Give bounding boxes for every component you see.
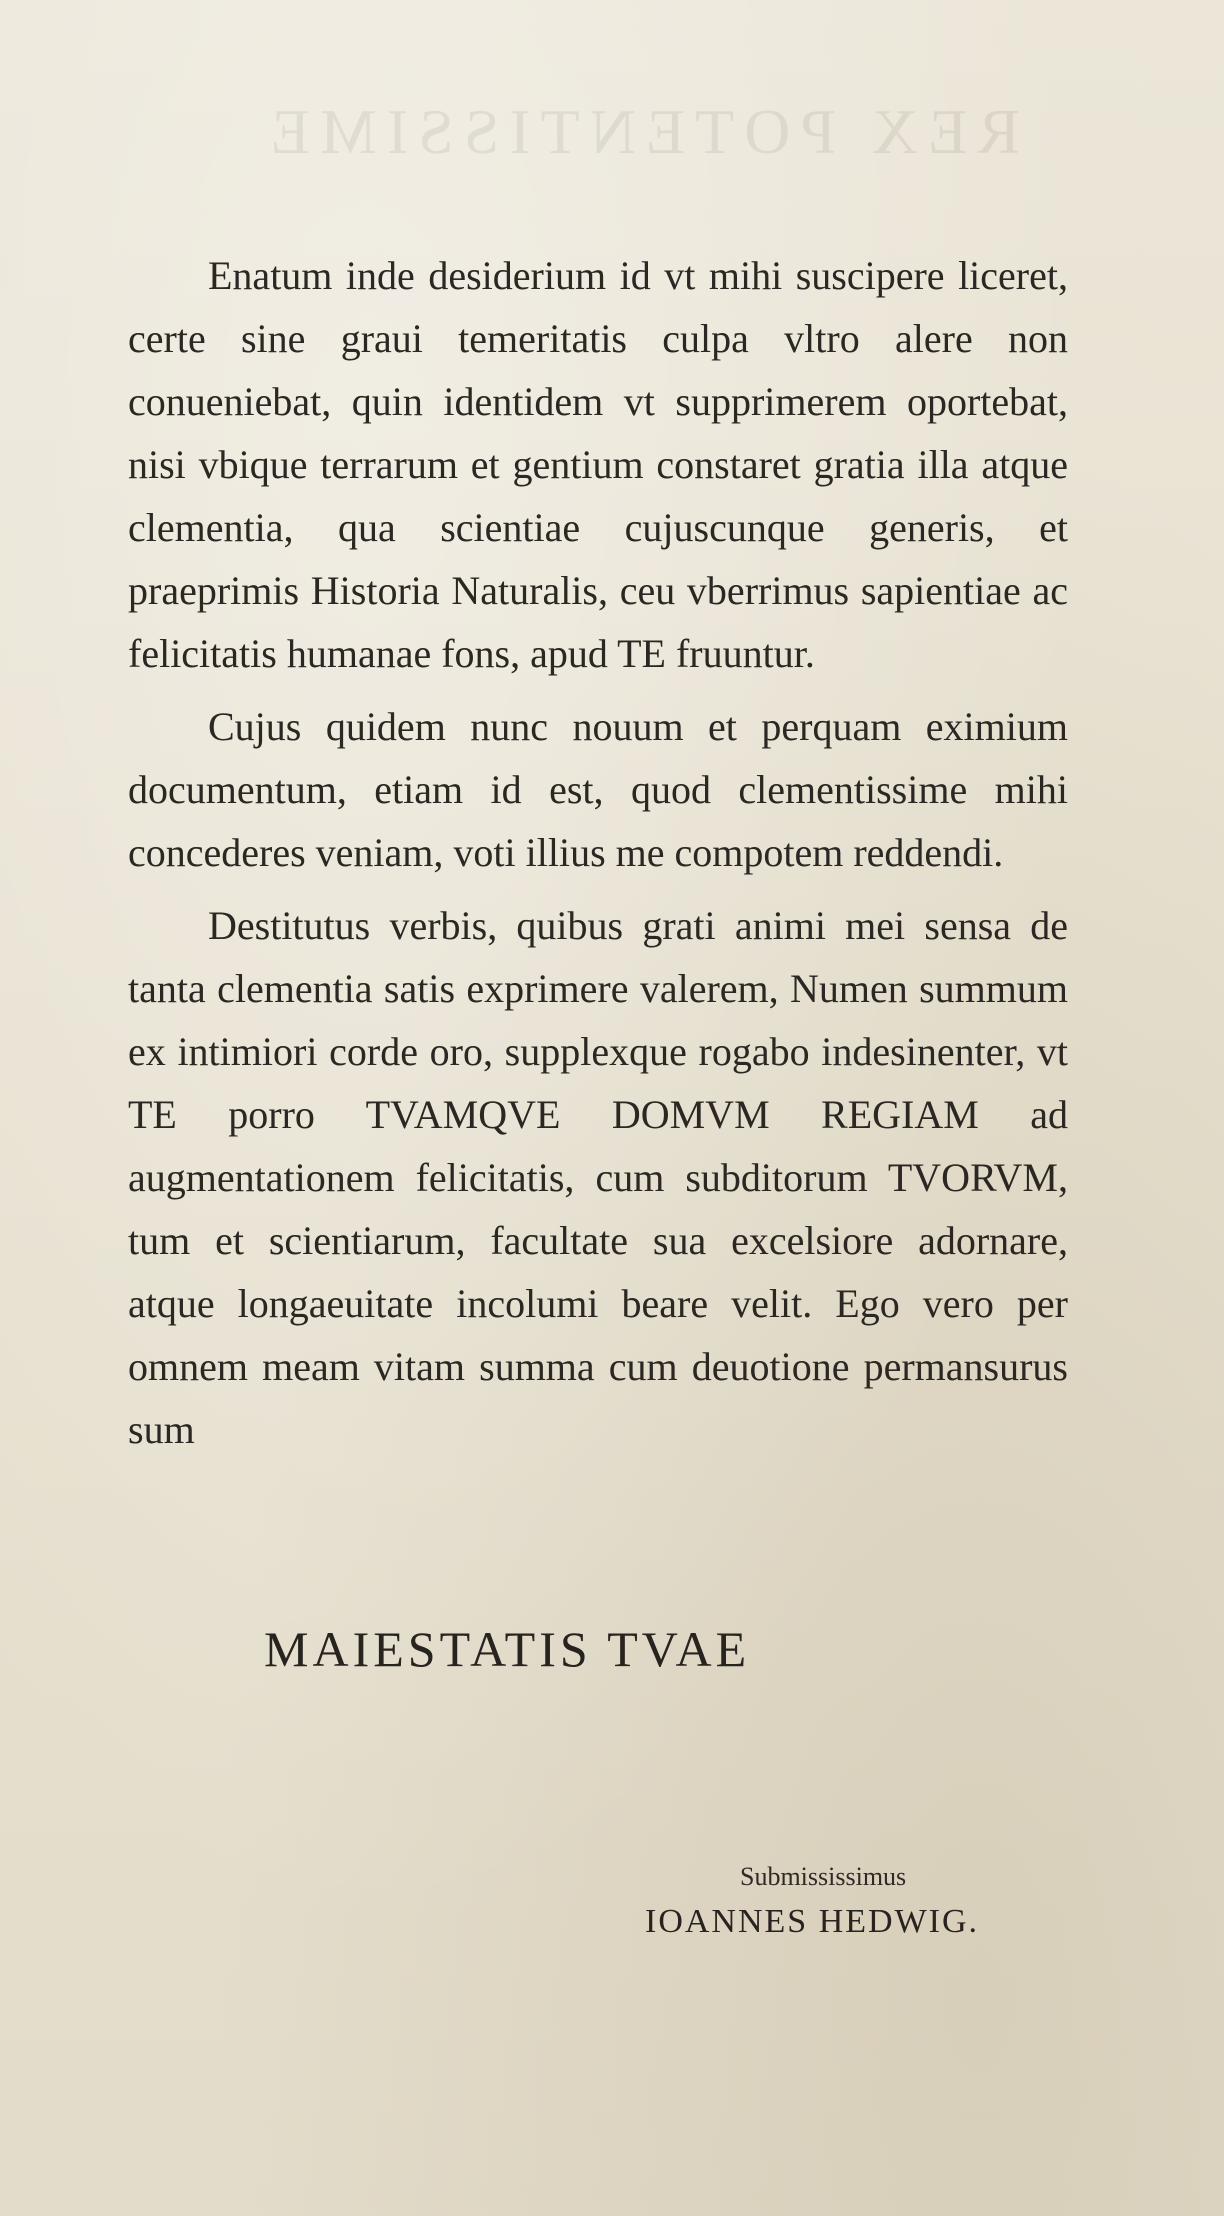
paragraph-3: Destitutus verbis, quibus grati animi mei sensa de tanta clementia satis exprimere valerem, Numen summum ex intimiori corde oro, supplexque rogabo indesinenter, vt TE porro TVAMQVE DOMVM REGIAM ad augmentationem felicitatis, cum subditorum TVORVM, tum et scientiarum, facultate sua excelsiore adornare, atque longaeuitate incolumi beare velit. Ego vero per omnem meam vitam summa cum deuotione permansurus sum [128,903,1068,1452]
paragraph-2: Cujus quidem nunc nouum et perquam eximium documentum, etiam id est, quod clementissime mihi concederes veniam, voti illius me compotem reddendi. [128,704,1068,875]
paragraph-1: Enatum inde desiderium id vt mihi suscipere liceret, certe sine graui temeritatis culpa vltro alere non conueniebat, quin identidem vt supprimerem oportebat, nisi vbique terrarum et gentium constaret gratia illa atque clementia, qua scientiae cujuscunque generis, et praeprimis Historia Naturalis, ceu vberrimus sapientiae ac felicitatis humanae fons, apud TE fruuntur. [128,253,1068,676]
bleed-through-header: REX POTENTISSIME [260,96,1020,167]
author-signature: IOANNES HEDWIG. [645,1903,980,1940]
submississimus-line: Submississimus [740,1862,907,1891]
dedication-text [128,244,1068,1461]
maiestatis-heading: MAIESTATIS TVAE [264,1621,751,1677]
